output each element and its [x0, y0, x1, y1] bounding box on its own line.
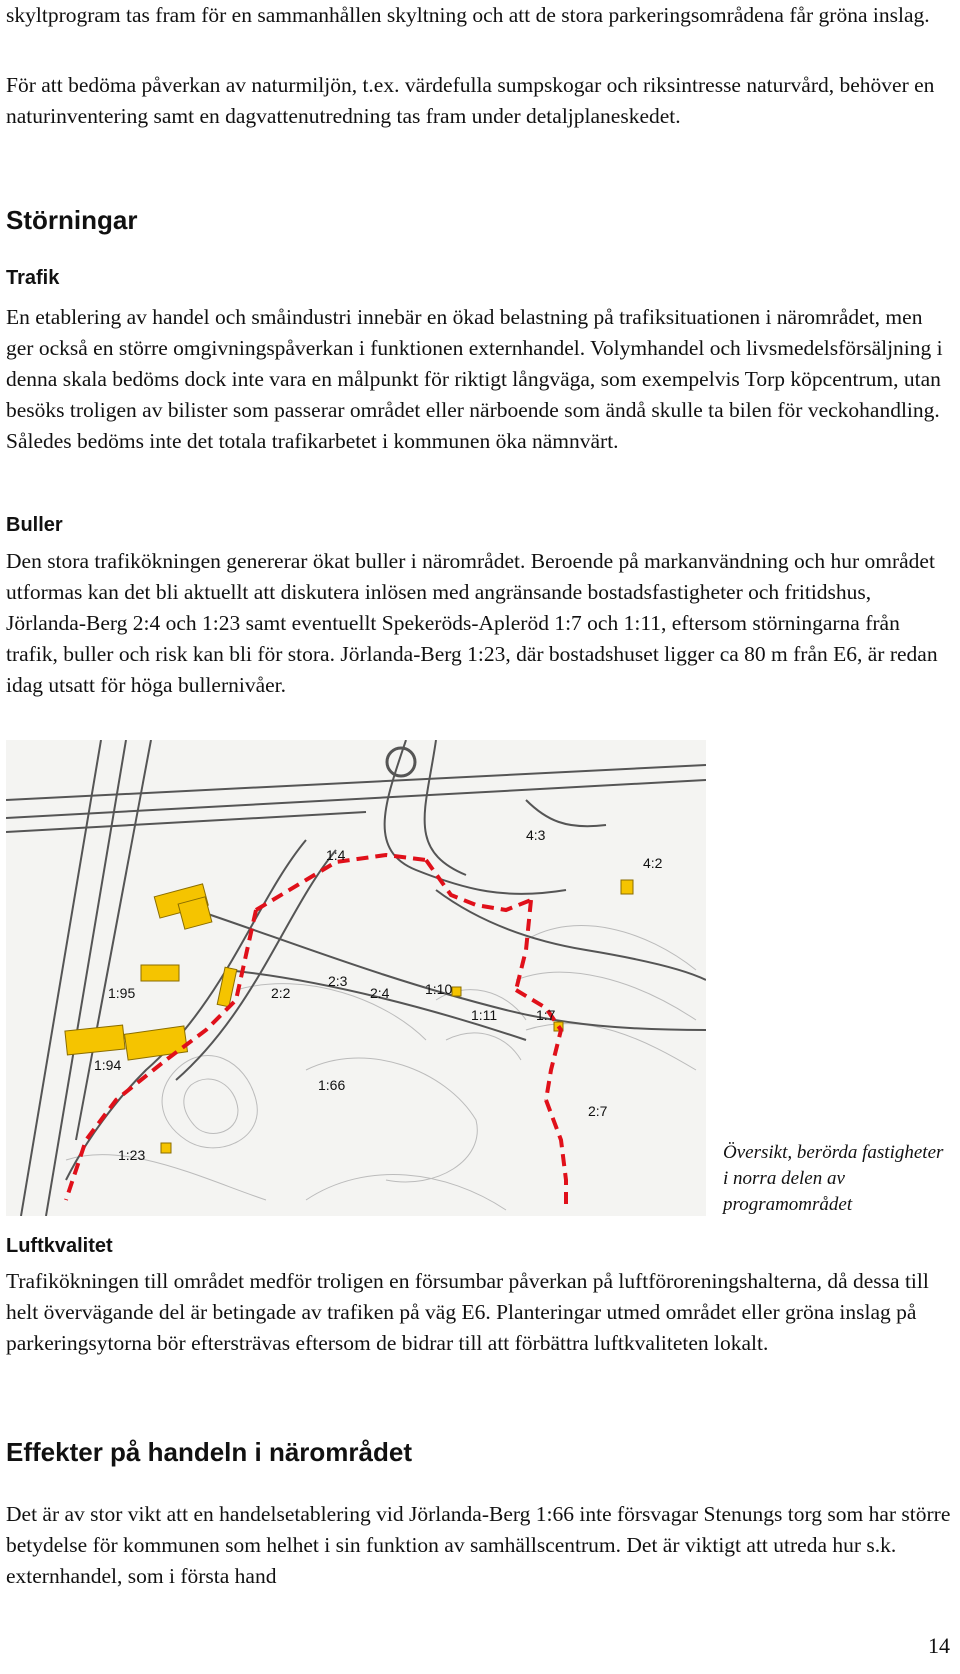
- parcel-label: 1:94: [94, 1057, 122, 1073]
- parcel-label: 2:2: [271, 985, 291, 1001]
- intro-paragraph-1: skyltprogram tas fram för en sammanhållen skyltning och att de stora parkeringsområdena får gröna inslag.: [6, 3, 930, 27]
- heading-disturbances: Störningar: [6, 205, 138, 235]
- parcel-label: 2:7: [588, 1103, 608, 1119]
- heading-air-quality: Luftkvalitet: [6, 1235, 113, 1257]
- parcel-label: 2:3: [328, 973, 348, 989]
- map-caption: Översikt, berörda fastigheter i norra delen av programområdet: [723, 1142, 944, 1215]
- parcel-label: 4:2: [643, 855, 663, 871]
- property-overview-map: [6, 740, 706, 1216]
- trade-effects-paragraph: Det är av stor vikt att en handelsetablering vid Jörlanda-Berg 1:66 inte försvagar Stenungs torg som har större betydelse för kommunen som helhet i sin funktion av samhällscentrum. Det är viktigt att utreda hur s.k. externhandel, som i första hand: [6, 1502, 951, 1588]
- parcel-label: 1:66: [318, 1077, 346, 1093]
- parcel-label: 1:4: [326, 847, 346, 863]
- page-number: 14: [928, 1633, 950, 1658]
- heading-traffic: Trafik: [6, 267, 60, 289]
- traffic-paragraph: En etablering av handel och småindustri innebär en ökad belastning på trafiksituationen i närområdet, men ger också en större omgivningspåverkan i funktionen externhandel. Volymhandel och livsmedelsförsäljning i denna skala bedöms dock inte vara en målpunkt för riktigt långväga, som exempelvis Torp köpcentrum, utan besöks troligen av bilister som passerar området eller närboende som ändå skulle ta bilen för veckohandling. Således bedöms inte det totala trafikarbetet i kommunen öka nämnvärt.: [6, 305, 943, 453]
- parcel-label: 2:4: [370, 985, 390, 1001]
- parcel-label: 1:23: [118, 1147, 146, 1163]
- parcel-label: 4:3: [526, 827, 546, 843]
- noise-paragraph: Den stora trafikökningen genererar ökat buller i närområdet. Beroende på markanvändning och hur området utformas kan det bli aktuellt att diskutera inlösen med angränsande bostadsfastigheter och fritidshus, Jörlanda-Berg 2:4 och 1:23 samt eventuellt Spekeröds-Apleröd 1:7 och 1:11, eftersom störningarna från trafik, buller och risk kan bli för stora. Jörlanda-Berg 1:23, där bostadshuset ligger ca 80 m från E6, är redan idag utsatt för höga bullernivåer.: [6, 549, 938, 697]
- parcel-label: 1:11: [471, 1007, 498, 1023]
- parcel-label: 1:95: [108, 985, 136, 1001]
- parcel-label: 1:10: [425, 981, 453, 997]
- parcel-label: 1:7: [536, 1007, 556, 1023]
- heading-noise: Buller: [6, 514, 63, 536]
- air-quality-paragraph: Trafikökningen till området medför troligen en försumbar påverkan på luftföroreningshalterna, då dessa till helt övervägande del är betingade av trafiken på väg E6. Planteringar utmed området eller gröna inslag på parkeringsytorna bör eftersträvas eftersom de bidrar till att förbättra luftkvaliteten lokalt.: [6, 1269, 929, 1355]
- intro-paragraph-2: För att bedöma påverkan av naturmiljön, t.ex. värdefulla sumpskogar och riksintresse naturvård, behöver en naturinventering samt en dagvattenutredning tas fram under detaljplaneskedet.: [6, 73, 935, 128]
- heading-trade-effects: Effekter på handeln i närområdet: [6, 1437, 412, 1467]
